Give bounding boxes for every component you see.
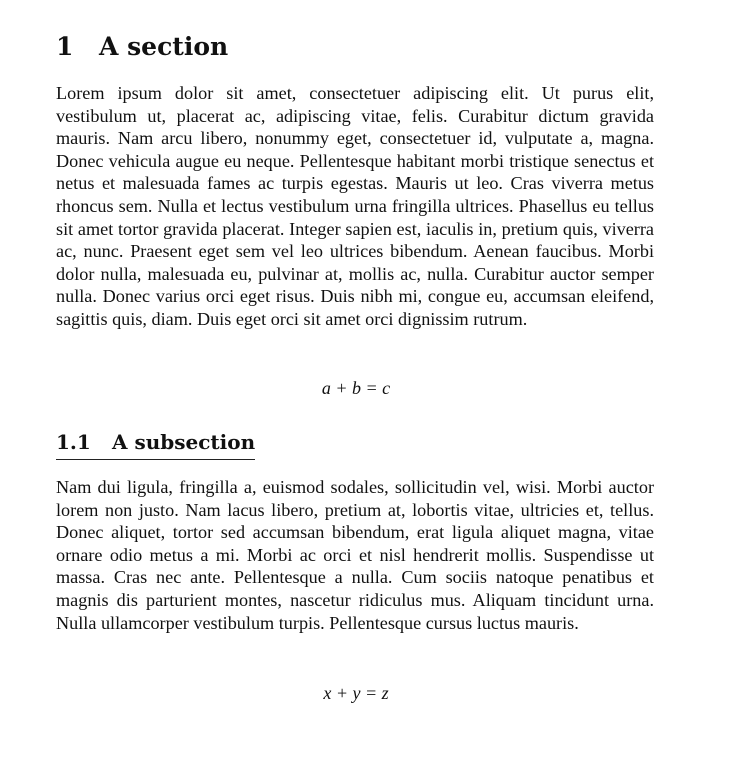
section-title: A section [99, 32, 229, 61]
subsection-paragraph: Nam dui ligula, fringilla a, euismod sodales, sollicitudin vel, wisi. Morbi auctor lorem non justo. Nam lacus libero, pretium at, lobortis vitae, ultricies et, tellus. Donec aliquet, tortor sed accumsan bibendum, erat ligula aliquet magna, vitae ornare odio metus a mi. Morbi ac orci et nisl hendrerit mollis. Suspendisse ut massa. Cras nec ante. Pellentesque a nulla. Cum sociis natoque penatibus et magnis dis parturient montes, nascetur ridiculus mus. Aliquam tincidunt urna. Nulla ullamcorper vestibulum turpis. Pellentesque cursus luctus mauris. [56, 477, 654, 633]
subsection-title: A subsection [112, 430, 256, 454]
section-paragraph: Lorem ipsum dolor sit amet, consectetuer adipiscing elit. Ut purus elit, vestibulum ut, placerat ac, adipiscing vitae, felis. Curabitur dictum gravida mauris. Nam arcu libero, nonummy eget, consectetuer id, vulputate a, magna. Donec vehicula augue eu neque. Pellentesque habitant morbi tristique senectus et netus et malesuada fames ac turpis egestas. Mauris ut leo. Cras viverra metus rhoncus sem. Nulla et lectus vestibulum urna fringilla ultrices. Phasellus eu tellus sit amet tortor gravida placerat. Integer sapien est, iaculis in, pretium quis, viverra ac, nunc. Praesent eget sem vel leo ultrices bibendum. Aenean faucibus. Morbi dolor nulla, malesuada eu, pulvinar at, mollis ac, nulla. Curabitur auctor semper nulla. Donec varius orci eget risus. Duis nibh mi, congue eu, accumsan eleifend, sagittis quis, diam. Duis eget orci sit amet orci dignissim rutrum. [56, 83, 654, 329]
section-equation: a + b = c [321, 378, 391, 398]
subsection-heading [56, 428, 255, 460]
section-number: 1 [56, 32, 74, 61]
subsection-equation: x + y = z [323, 683, 389, 703]
subsection-number: 1.1 [56, 430, 91, 454]
section-heading [56, 30, 228, 64]
